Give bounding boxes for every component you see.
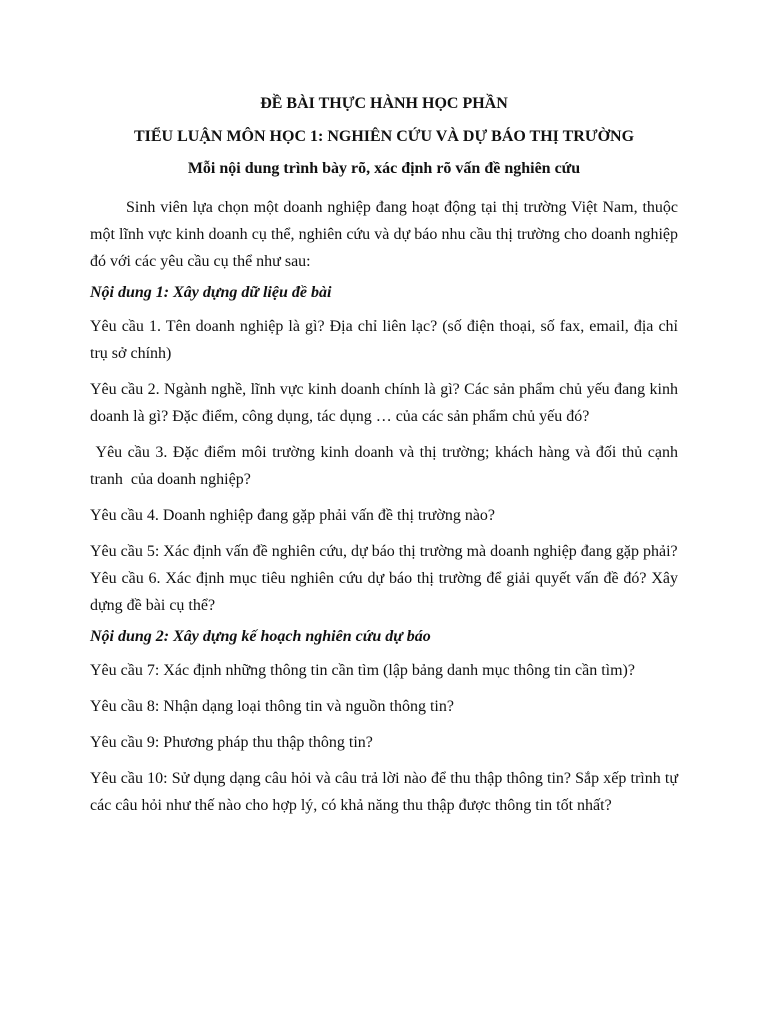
document-title: ĐỀ BÀI THỰC HÀNH HỌC PHẦN xyxy=(260,95,508,112)
document-subtitle: TIỂU LUẬN MÔN HỌC 1: NGHIÊN CỨU VÀ DỰ BÁO THỊ TRƯỜNG xyxy=(133,128,635,145)
section-heading-1: Nội dung 1: Xây dựng dữ liệu đề bài xyxy=(90,284,332,301)
requirement-10: Yêu cầu 10: Sử dụng dạng câu hỏi và câu trả lời nào để thu thập thông tin? Sắp xếp trình tự các câu hỏi như thế nào cho hợp lý, có khả năng thu thập được thông tin tốt nhất? xyxy=(90,770,678,814)
requirement-2: Yêu cầu 2. Ngành nghề, lĩnh vực kinh doanh chính là gì? Các sản phẩm chủ yếu đang kinh doanh là gì? Đặc điểm, công dụng, tác dụng … của các sản phẩm chủ yếu đó? xyxy=(90,381,678,425)
intro-paragraph: Sinh viên lựa chọn một doanh nghiệp đang hoạt động tại thị trường Việt Nam, thuộc một lĩnh vực kinh doanh cụ thể, nghiên cứu và dự báo nhu cầu thị trường cho doanh nghiệp đó với các yêu cầu cụ thể như sau: xyxy=(90,199,678,270)
requirement-9: Yêu cầu 9: Phương pháp thu thập thông tin? xyxy=(90,734,373,751)
requirement-3: Yêu cầu 3. Đặc điểm môi trường kinh doanh và thị trường; khách hàng và đối thủ cạnh tranh của doanh nghiệp? xyxy=(90,444,683,488)
document-instruction: Mỗi nội dung trình bày rõ, xác định rõ vấn đề nghiên cứu xyxy=(187,160,581,177)
requirement-4: Yêu cầu 4. Doanh nghiệp đang gặp phải vấn đề thị trường nào? xyxy=(90,507,496,524)
requirement-1: Yêu cầu 1. Tên doanh nghiệp là gì? Địa chỉ liên lạc? (số điện thoại, số fax, email, địa chỉ trụ sở chính) xyxy=(90,318,678,362)
section-heading-2: Nội dung 2: Xây dựng kế hoạch nghiên cứu dự báo xyxy=(90,628,431,645)
requirement-7: Yêu cầu 7: Xác định những thông tin cần tìm (lập bảng danh mục thông tin cần tìm)? xyxy=(90,662,635,679)
requirement-5: Yêu cầu 5: Xác định vấn đề nghiên cứu, dự báo thị trường mà doanh nghiệp đang gặp phải? xyxy=(90,543,678,560)
requirement-8: Yêu cầu 8: Nhận dạng loại thông tin và nguồn thông tin? xyxy=(90,698,454,715)
requirement-6: Yêu cầu 6. Xác định mục tiêu nghiên cứu dự báo thị trường để giải quyết vấn đề đó? Xây dựng đề bài cụ thể? xyxy=(90,570,678,614)
